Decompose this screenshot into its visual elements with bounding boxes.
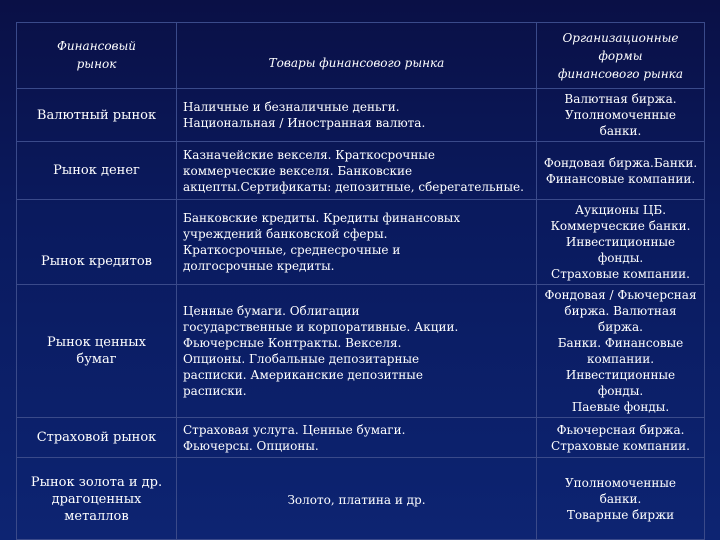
table-row [17, 142, 705, 200]
market-cell: Рынок кредитов [17, 200, 177, 285]
market-cell: Рынок золота и др. драгоценных металлов [17, 458, 177, 540]
header-financial-market: Финансовый рынок [17, 23, 177, 89]
financial-market-table [16, 22, 705, 540]
header-organizational-forms: Организационные формы финансового рынка [537, 23, 705, 89]
table-row [17, 458, 705, 540]
table-row [17, 418, 705, 458]
table-row [17, 285, 705, 418]
forms-cell: Фьючерсная биржа. Страховые компании. [537, 418, 705, 458]
forms-cell: Аукционы ЦБ. Коммерческие банки. Инвестиционные фонды. Страховые компании. [537, 200, 705, 285]
table-row [17, 200, 705, 285]
table-row [17, 89, 705, 142]
forms-cell: Фондовая / Фьючерсная биржа. Валютная биржа. Банки. Финансовые компании. Инвестиционные фонды. Паевые фонды. [537, 285, 705, 418]
market-cell: Рынок денег [17, 142, 177, 200]
goods-cell: Наличные и безналичные деньги. Национальная / Иностранная валюта. [177, 89, 537, 142]
goods-cell: Золото, платина и др. [177, 458, 537, 540]
market-cell: Валютный рынок [17, 89, 177, 142]
forms-cell: Уполномоченные банки. Товарные биржи [537, 458, 705, 540]
market-cell: Страховой рынок [17, 418, 177, 458]
forms-cell: Валютная биржа. Уполномоченные банки. [537, 89, 705, 142]
goods-cell: Казначейские векселя. Краткосрочные коммерческие векселя. Банковские акцепты.Сертификаты: депозитные, сберегательные. [177, 142, 537, 200]
table-header-row [17, 23, 705, 89]
goods-cell: Ценные бумаги. Облигации государственные и корпоративные. Акции. Фьючерсные Контракты. Векселя. Опционы. Глобальные депозитарные расписки. Американские депозитные расписки. [177, 285, 537, 418]
forms-cell: Фондовая биржа.Банки. Финансовые компании. [537, 142, 705, 200]
goods-cell: Банковские кредиты. Кредиты финансовых учреждений банковской сферы. Краткосрочные, среднесрочные и долгосрочные кредиты. [177, 200, 537, 285]
header-market-goods: Товары финансового рынка [177, 23, 537, 89]
goods-cell: Страховая услуга. Ценные бумаги. Фьючерсы. Опционы. [177, 418, 537, 458]
market-cell: Рынок ценных бумаг [17, 285, 177, 418]
